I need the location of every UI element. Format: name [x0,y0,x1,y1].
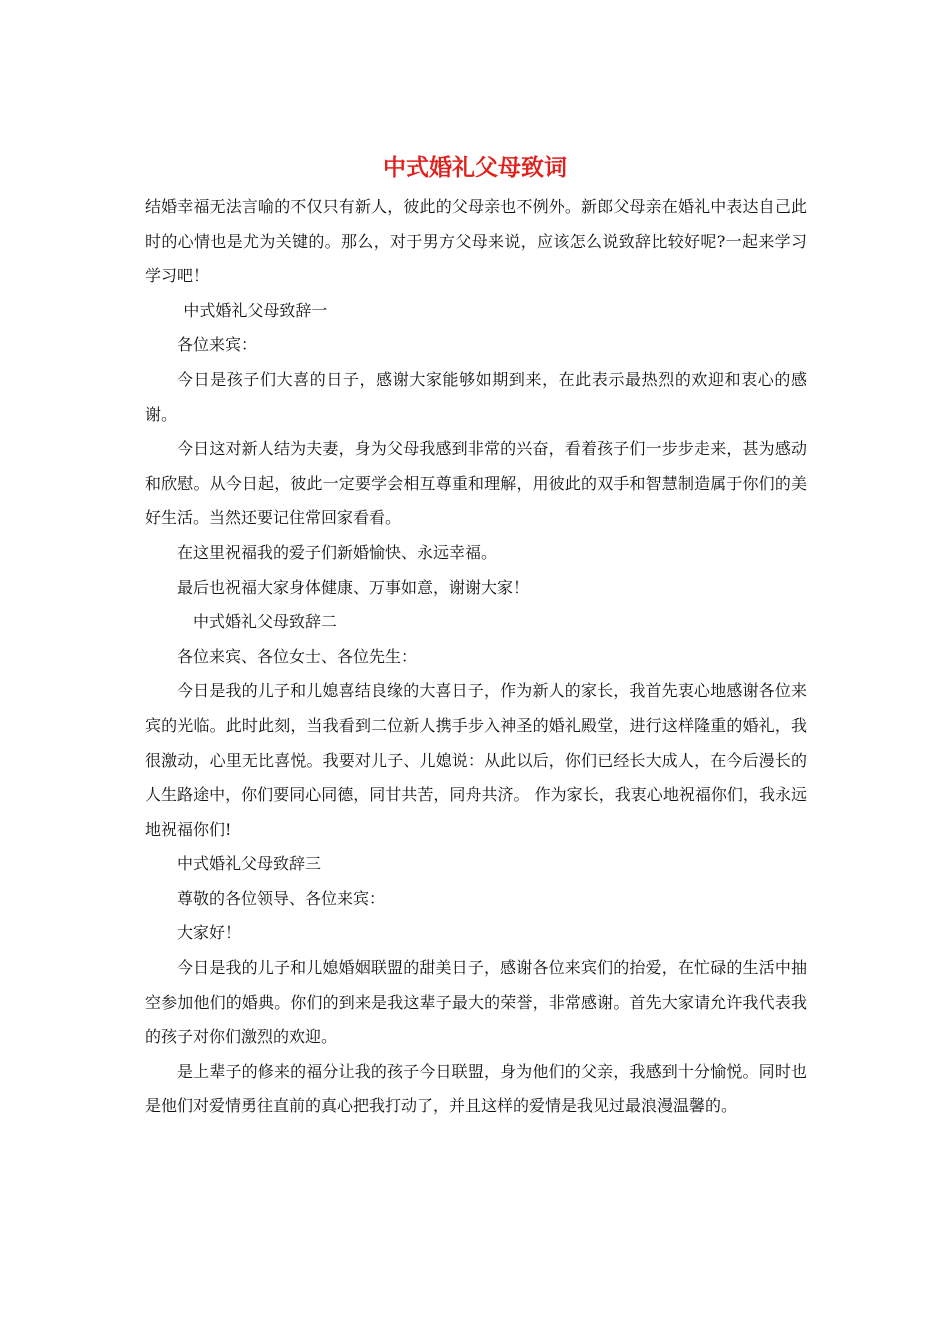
speech3-heading: 中式婚礼父母致辞三 [177,854,322,874]
speech2-greeting: 各位来宾、各位女士、各位先生： [177,646,418,666]
speech1-paragraph: 最后也祝福大家身体健康、万事如意，谢谢大家！ [177,577,530,597]
speech3-greeting: 尊敬的各位领导、各位来宾： [177,888,386,908]
document-title: 中式婚礼父母致词 [383,154,567,181]
document-body [145,190,807,1124]
speech2-paragraph: 今日是我的儿子和儿媳喜结良缘的大喜日子，作为新人的家长，我首先衷心地感谢各位来宾的光临。此时此刻，当我看到二位新人携手步入神圣的婚礼殿堂，进行这样隆重的婚礼，我很激动，心里无比喜悦。我要对儿子、儿媳说：从此以后，你们已经长大成人，在今后漫长的人生路途中，你们要同心同德，同甘共苦，同舟共济。 作为家长，我衷心地祝福你们，我永远地祝福你们! [145,681,807,839]
speech2-heading: 中式婚礼父母致辞二 [193,612,338,632]
speech1-greeting: 各位来宾： [177,335,258,355]
speech3-paragraph: 大家好！ [177,923,242,943]
intro-paragraph: 结婚幸福无法言喻的不仅只有新人，彼此的父母亲也不例外。新郎父母亲在婚礼中表达自己此时的心情也是尤为关键的。那么，对于男方父母来说，应该怎么说致辞比较好呢?一起来学习学习吧！ [145,197,807,286]
speech1-paragraph: 在这里祝福我的爱子们新婚愉快、永远幸福。 [177,542,498,562]
speech3-paragraph: 是上辈子的修来的福分让我的孩子今日联盟，身为他们的父亲，我感到十分愉悦。同时也是他们对爱情勇往直前的真心把我打动了，并且这样的爱情是我见过最浪漫温馨的。 [145,1061,807,1116]
speech1-paragraph: 今日这对新人结为夫妻，身为父母我感到非常的兴奋，看着孩子们一步步走来，甚为感动和欣慰。从今日起，彼此一定要学会相互尊重和理解，用彼此的双手和智慧制造属于你们的美好生活。当然还要记住常回家看看。 [145,439,807,528]
speech1-heading: 中式婚礼父母致辞一 [183,300,328,320]
speech1-paragraph: 今日是孩子们大喜的日子，感谢大家能够如期到来，在此表示最热烈的欢迎和衷心的感谢。 [145,369,807,424]
speech3-paragraph: 今日是我的儿子和儿媳婚姻联盟的甜美日子，感谢各位来宾们的抬爱，在忙碌的生活中抽空参加他们的婚典。你们的到来是我这辈子最大的荣誉，非常感谢。首先大家请允许我代表我的孩子对你们激烈的欢迎。 [145,958,807,1047]
